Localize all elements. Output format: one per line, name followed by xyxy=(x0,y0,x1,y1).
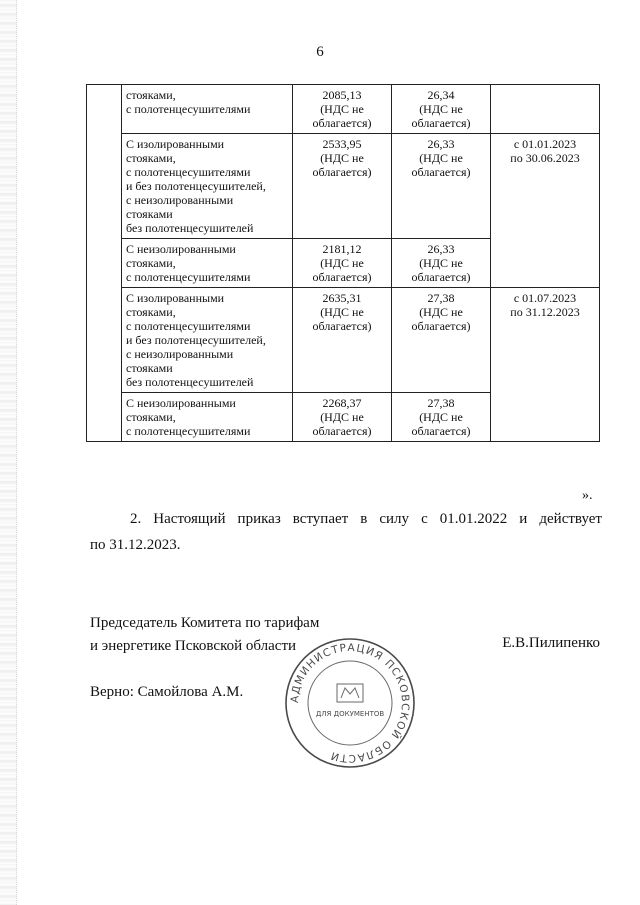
paragraph-line-1: 2. Настоящий приказ вступает в силу с 01.01.2022 и действует xyxy=(130,511,602,527)
table-cell-description: С изолированными стояками, с полотенцесушителями и без полотенцесушителей, с неизолированными стояками без полотенцесушителей xyxy=(122,288,293,393)
table-cell-price: 2085,13 (НДС не облагается) xyxy=(293,85,392,134)
verified-by: Верно: Самойлова А.М. xyxy=(90,684,244,700)
closing-quote: ». xyxy=(582,488,593,503)
table-cell-description: С неизолированными стояками, с полотенцесушителями xyxy=(122,239,293,288)
stamp-inner-text: ДЛЯ ДОКУМЕНТОВ xyxy=(315,710,385,718)
tariff-table xyxy=(86,84,600,442)
paragraph-line-2: по 31.12.2023. xyxy=(90,537,181,553)
table-cell-description: С изолированными стояками, с полотенцесушителями и без полотенцесушителей, с неизолированными стояками без полотенцесушителей xyxy=(122,134,293,239)
table-cell-price: 2181,12 (НДС не облагается) xyxy=(293,239,392,288)
table-cell-price: 2268,37 (НДС не облагается) xyxy=(293,393,392,442)
table-row xyxy=(87,134,600,239)
table-cell-volume: 27,38 (НДС не облагается) xyxy=(392,288,491,393)
signatory-name: Е.В.Пилипенко xyxy=(502,635,600,651)
table-cell-volume: 26,33 (НДС не облагается) xyxy=(392,134,491,239)
table-cell-price: 2635,31 (НДС не облагается) xyxy=(293,288,392,393)
table-cell-description: С неизолированными стояками, с полотенцесушителями xyxy=(122,393,293,442)
scan-edge xyxy=(0,0,17,905)
position-line-1: Председатель Комитета по тарифам xyxy=(90,615,320,631)
table-cell-price: 2533,95 (НДС не облагается) xyxy=(293,134,392,239)
stamp-emblem-icon xyxy=(337,684,363,702)
table-cell-period: с 01.07.2023 по 31.12.2023 xyxy=(491,288,600,442)
official-seal-stamp xyxy=(283,636,417,770)
table-cell-description: стояками, с полотенцесушителями xyxy=(122,85,293,134)
table-row xyxy=(87,85,600,134)
table-cell-period-empty xyxy=(491,85,600,134)
stamp-ring-text: АДМИНИСТРАЦИЯ ПСКОВСКОЙ ОБЛАСТИ xyxy=(288,641,412,765)
table-cell-period: с 01.01.2023 по 30.06.2023 xyxy=(491,134,600,288)
svg-text:АДМИНИСТРАЦИЯ ПСКОВСКОЙ ОБЛАСТ xyxy=(289,642,411,764)
effective-date-paragraph xyxy=(90,506,602,558)
table-row xyxy=(87,288,600,393)
page-number: 6 xyxy=(316,44,324,60)
table-cell-volume: 27,38 (НДС не облагается) xyxy=(392,393,491,442)
table-cell-volume: 26,34 (НДС не облагается) xyxy=(392,85,491,134)
table-cell-volume: 26,33 (НДС не облагается) xyxy=(392,239,491,288)
position-line-2: и энергетике Псковской области xyxy=(90,638,297,654)
table-cell-index xyxy=(87,85,122,442)
